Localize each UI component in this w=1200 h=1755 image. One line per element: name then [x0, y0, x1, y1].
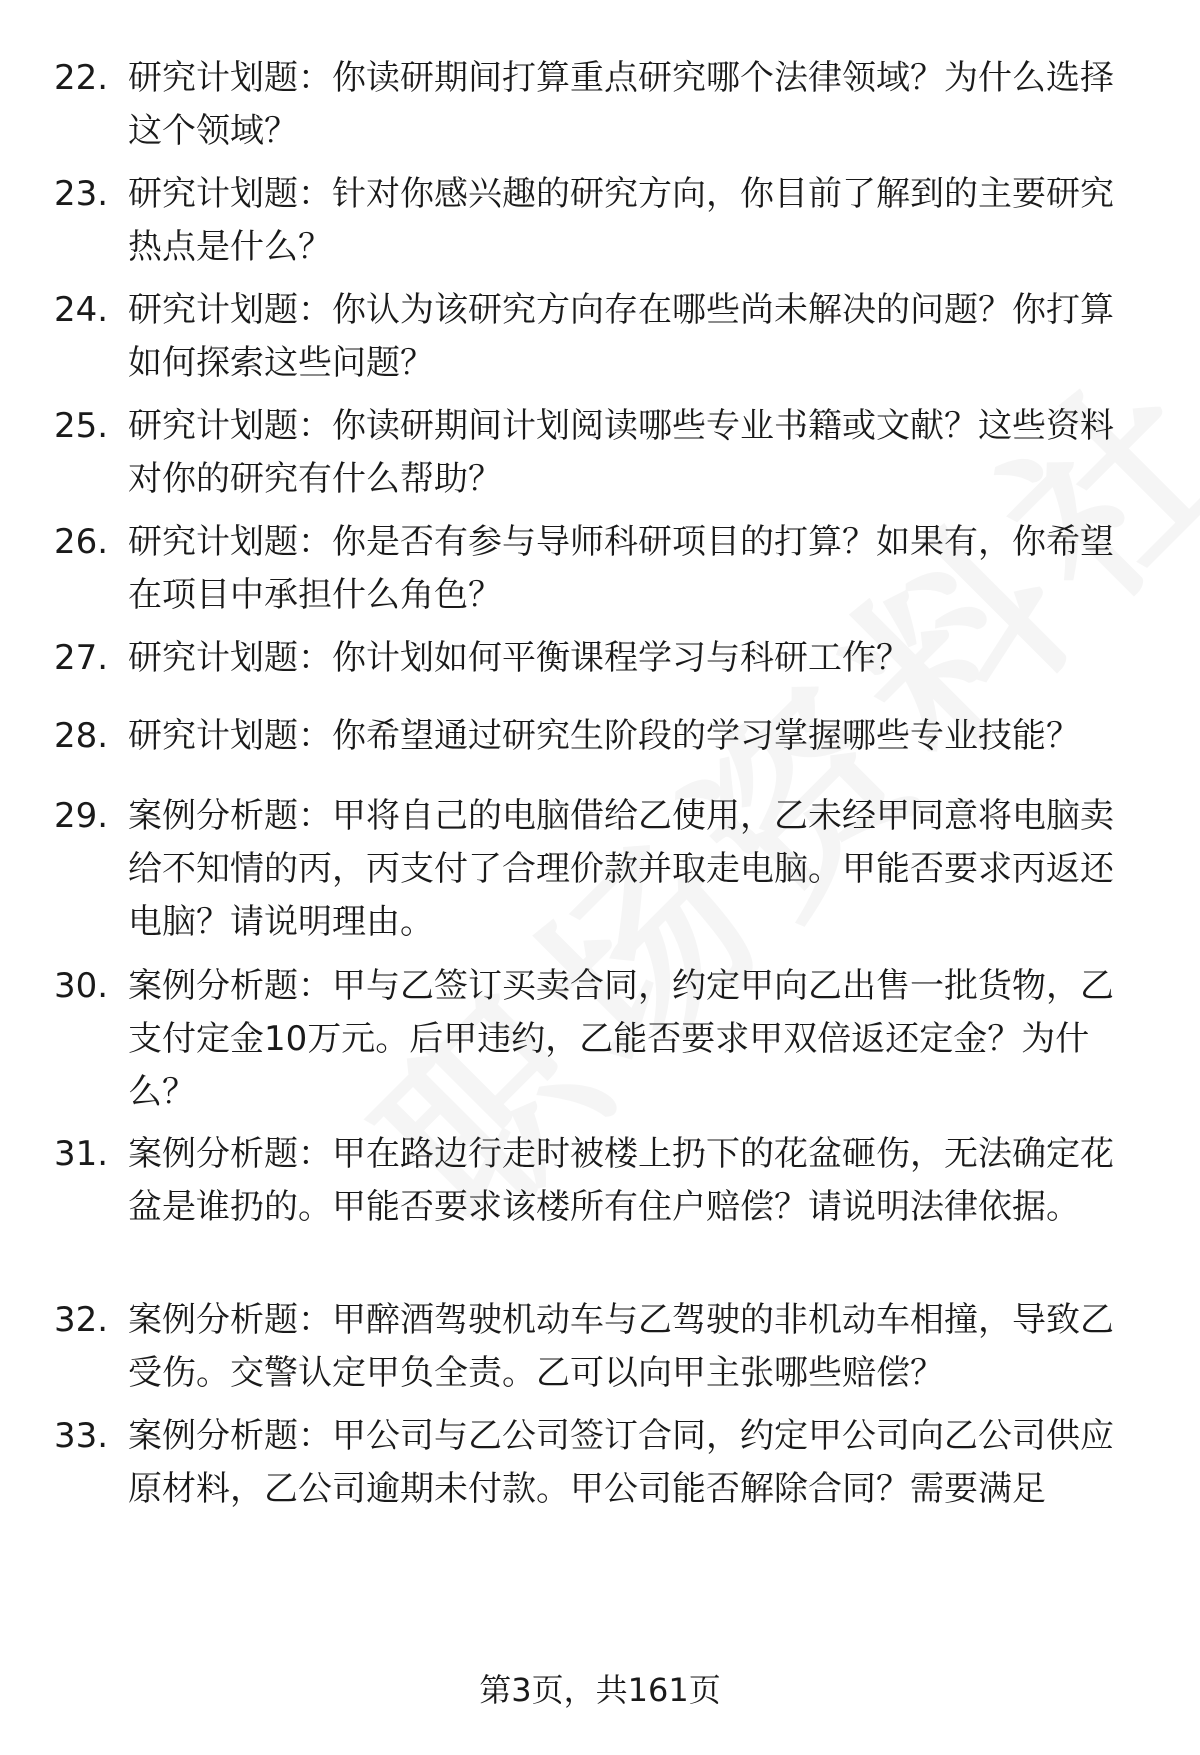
question-text: 研究计划题：针对你感兴趣的研究方向，你目前了解到的主要研究热点是什么？ — [128, 174, 1114, 267]
question-number: 33. — [54, 1416, 109, 1456]
question-text: 案例分析题：甲将自己的电脑借给乙使用，乙未经甲同意将电脑卖给不知情的丙，丙支付了合理价款并取走电脑。甲能否要求丙返还电脑？请说明理由。 — [128, 796, 1114, 942]
question-text: 案例分析题：甲公司与乙公司签订合同，约定甲公司向乙公司供应原材料，乙公司逾期未付款。甲公司能否解除合同？需要满足 — [128, 1416, 1114, 1509]
question-text: 案例分析题：甲在路边行走时被楼上扔下的花盆砸伤，无法确定花盆是谁扔的。甲能否要求该楼所有住户赔偿？请说明法律依据。 — [128, 1134, 1114, 1227]
question-text: 研究计划题：你希望通过研究生阶段的学习掌握哪些专业技能？ — [128, 716, 1080, 756]
question-text: 案例分析题：甲醉酒驾驶机动车与乙驾驶的非机动车相撞，导致乙受伤。交警认定甲负全责。乙可以向甲主张哪些赔偿？ — [128, 1300, 1114, 1393]
question-text: 研究计划题：你计划如何平衡课程学习与科研工作？ — [128, 638, 910, 678]
question-number: 26. — [54, 522, 109, 562]
question-number: 27. — [54, 638, 109, 678]
question-number: 32. — [54, 1300, 109, 1340]
question-text: 研究计划题：你认为该研究方向存在哪些尚未解决的问题？你打算如何探索这些问题？ — [128, 290, 1114, 383]
question-number: 24. — [54, 290, 109, 330]
question-text: 研究计划题：你读研期间打算重点研究哪个法律领域？为什么选择这个领域？ — [128, 58, 1114, 151]
question-number: 31. — [54, 1134, 109, 1174]
question-number: 28. — [54, 716, 109, 756]
question-number: 23. — [54, 174, 109, 214]
question-text: 案例分析题：甲与乙签订买卖合同，约定甲向乙出售一批货物，乙支付定金10万元。后甲违约，乙能否要求甲双倍返还定金？为什么？ — [128, 966, 1114, 1112]
question-text: 研究计划题：你是否有参与导师科研项目的打算？如果有，你希望在项目中承担什么角色？ — [128, 522, 1114, 615]
question-number: 29. — [54, 796, 109, 836]
page-number-footer: 第3页，共161页 — [479, 1671, 721, 1709]
question-text: 研究计划题：你读研期间计划阅读哪些专业书籍或文献？这些资料对你的研究有什么帮助？ — [128, 406, 1114, 499]
question-number: 22. — [54, 58, 109, 98]
question-number: 30. — [54, 966, 109, 1006]
question-number: 25. — [54, 406, 109, 446]
